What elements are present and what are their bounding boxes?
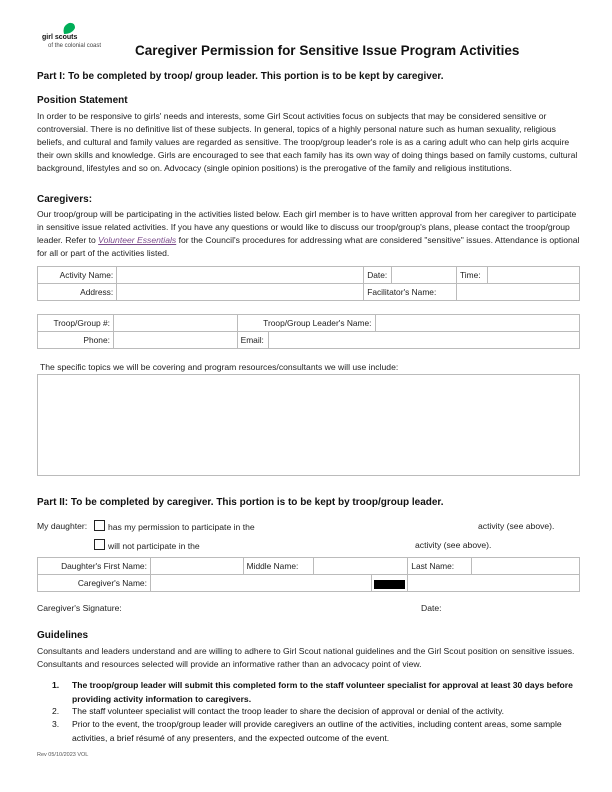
part1-heading: Part I: To be completed by troop/ group leader. This portion is to be kept by caregiver. <box>37 71 444 82</box>
logo-line1: girl scouts <box>42 34 78 41</box>
guidelines-heading: Guidelines <box>37 630 89 641</box>
item-number: 3. <box>52 719 60 729</box>
signature-label: Caregiver's Signature: <box>37 603 122 613</box>
daughter-table <box>37 557 580 592</box>
page-title: Caregiver Permission for Sensitive Issue Program Activities <box>135 43 520 58</box>
time-label: Time: <box>456 267 487 284</box>
facilitator-label: Facilitator's Name: <box>364 284 457 301</box>
footer-revision: Rev 05/10/2023 VOL <box>37 752 89 758</box>
facilitator-input[interactable] <box>456 284 579 301</box>
redaction-block <box>374 580 405 589</box>
activity-table <box>37 266 580 301</box>
caregivers-text-b: for the Council's procedures for addressing what are considered "sensitive" issues. Attendance is optional for all or part of the activities listed. <box>37 235 580 258</box>
volunteer-essentials-link[interactable]: Volunteer Essentials <box>98 235 177 245</box>
deny-text: will not participate in the <box>108 541 200 551</box>
item-text: The staff volunteer specialist will contact the troop leader to share the decision of approval or denial of the activity. <box>72 706 504 716</box>
part2-heading: Part II: To be completed by caregiver. This portion is to be kept by troop/group leader. <box>37 497 444 508</box>
middle-name-input[interactable] <box>313 558 408 575</box>
email-label: Email: <box>237 332 268 349</box>
time-input[interactable] <box>488 267 580 284</box>
troop-table <box>37 314 580 349</box>
guideline-item-1 <box>52 679 582 706</box>
item-number: 2. <box>52 706 60 716</box>
troop-number-input[interactable] <box>113 315 237 332</box>
caregiver-name-label: Caregiver's Name: <box>38 575 151 592</box>
permit-option[interactable] <box>93 520 255 534</box>
item-number: 1. <box>52 680 60 690</box>
item-text: The troop/group leader will submit this completed form to the staff volunteer specialist for approval at least 30 days before providing activity information to caregivers. <box>72 680 573 704</box>
caregivers-text-a: Our troop/group will be participating in the activities listed below. Each girl member is to have written approval from her caregiver to participate in sensitive issue related activities. If you have any questions or would like to discuss our troop/group's plans, please contact the troop/group leader. Refer to <box>37 209 577 245</box>
activity-name-label: Activity Name: <box>38 267 117 284</box>
permit-end: activity (see above). <box>478 521 555 531</box>
permit-text: has my permission to participate in the <box>108 522 255 532</box>
middle-name-label: Middle Name: <box>243 558 313 575</box>
topics-label: The specific topics we will be covering and program resources/consultants we will use include: <box>40 362 399 372</box>
phone-label: Phone: <box>38 332 114 349</box>
guideline-item-2 <box>52 705 582 719</box>
position-text: In order to be responsive to girls' needs and interests, some Girl Scout activities focus on subjects that may be considered sensitive or controversial. There is no definitive list of these subjects. In general, topics of a highly personal nature such as human sexuality, religious beliefs, and cultural and family values are regarded as sensitive. The troop/group leader's role is as a caring adult who can help girls acquire their own skills and knowledge. Girls are encouraged to see that each family has its own way of doing things based on family customs, cultural background, lifestyles and so on. Advocacy (single opinion positions) is the prerogative of the family and religious institutions. <box>37 111 578 173</box>
deny-option[interactable] <box>93 539 200 553</box>
troop-number-label: Troop/Group #: <box>38 315 114 332</box>
activity-name-input[interactable] <box>117 267 364 284</box>
address-label: Address: <box>38 284 117 301</box>
last-name-input[interactable] <box>472 558 580 575</box>
phone-input[interactable] <box>113 332 237 349</box>
caregivers-text <box>37 208 585 260</box>
position-heading: Position Statement <box>37 95 128 106</box>
date-label: Date: <box>364 267 392 284</box>
logo-line2: of the colonial coast <box>48 43 102 49</box>
guidelines-text: Consultants and leaders understand and are willing to adhere to Girl Scout national guidelines and the Girl Scout position on sensitive issues. Consultants and resources selected will provide an informative rather than an advocacy point of view. <box>37 646 575 669</box>
date-input[interactable] <box>392 267 457 284</box>
leader-name-label: Troop/Group Leader's Name: <box>237 315 375 332</box>
caregivers-heading: Caregivers: <box>37 194 93 205</box>
address-input[interactable] <box>117 284 364 301</box>
logo <box>42 22 122 54</box>
caregiver-name-input[interactable] <box>150 575 371 592</box>
signature-date-label: Date: <box>421 603 442 613</box>
guideline-item-3 <box>52 718 582 745</box>
my-daughter-label: My daughter: <box>37 521 88 531</box>
deny-checkbox[interactable] <box>94 539 105 550</box>
redacted-cell <box>372 575 408 592</box>
topics-input[interactable] <box>37 374 580 476</box>
permit-checkbox[interactable] <box>94 520 105 531</box>
deny-end: activity (see above). <box>415 540 492 550</box>
last-name-label: Last Name: <box>408 558 472 575</box>
caregiver-extra-input[interactable] <box>408 575 580 592</box>
email-input[interactable] <box>268 332 579 349</box>
item-text: Prior to the event, the troop/group leader will provide caregivers an outline of the activities, including content areas, some sample activities, a brief résumé of any presenters, and the expected outcome of the event. <box>72 719 562 743</box>
first-name-label: Daughter's First Name: <box>38 558 151 575</box>
leader-name-input[interactable] <box>375 315 579 332</box>
first-name-input[interactable] <box>150 558 243 575</box>
